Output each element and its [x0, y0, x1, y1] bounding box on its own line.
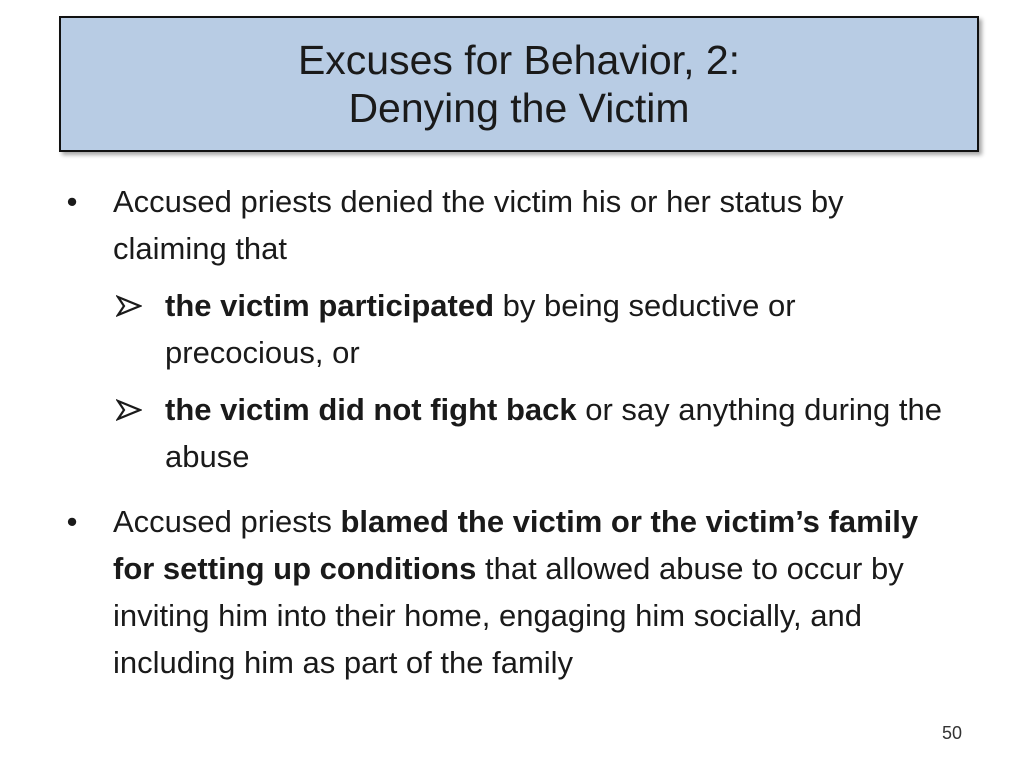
title-line-2: Denying the Victim: [348, 85, 690, 131]
sub-bullet-bold: the victim participated: [165, 288, 495, 323]
bullet-dot-icon: •: [66, 184, 78, 219]
bullet-dot-icon: •: [66, 504, 78, 539]
slide-content: [58, 178, 958, 686]
arrowhead-bullet-icon: [116, 295, 142, 317]
title-box: [59, 16, 979, 152]
sub-bullet-item-2: [58, 386, 958, 480]
page-number: 50: [941, 723, 962, 743]
bullet-prefix: Accused priests: [113, 504, 341, 539]
bullet-item-1: [58, 178, 958, 272]
bullet-text: Accused priests denied the victim his or her status by claiming that: [113, 184, 844, 266]
sub-bullet-bold: the victim did not fight back: [165, 392, 577, 427]
title-line-1: Excuses for Behavior, 2:: [297, 37, 741, 83]
sub-bullet-text: or say anything during the abuse: [165, 392, 942, 474]
bullet-rest: that allowed abuse to occur by inviting him into their home, engaging him socially, and including him as part of the family: [113, 551, 904, 680]
bullet-bold: blamed the victim or the victim’s family for setting up conditions: [113, 504, 919, 586]
arrowhead-bullet-icon: [116, 399, 142, 421]
bullet-item-2: [58, 498, 958, 686]
sub-bullet-item-1: [58, 282, 958, 376]
sub-bullet-text: by being seductive or precocious, or: [165, 288, 796, 370]
